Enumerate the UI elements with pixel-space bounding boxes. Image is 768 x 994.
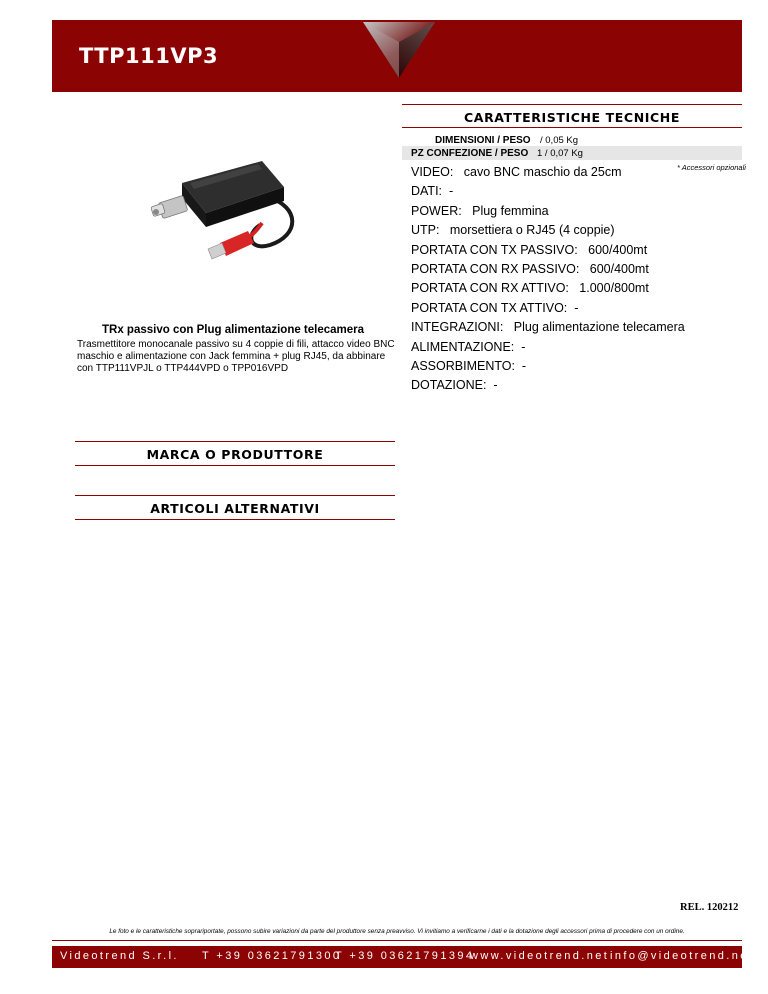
product-description: Trasmettitore monocanale passivo su 4 coppie di fili, attacco video BNC maschio e alimentazione con Jack femmina + plug RJ45, da abbinare con TTP111VPJL o TTP444VPD o TPP016VPD xyxy=(77,339,395,374)
red-triangle-logo xyxy=(361,20,437,80)
product-image xyxy=(150,155,310,270)
spec-row-tx-attivo: PORTATA CON TX ATTIVO: - xyxy=(411,300,579,315)
specs-section-title: CARATTERISTICHE TECNICHE xyxy=(464,110,680,125)
spec-row-rx-passivo: PORTATA CON RX PASSIVO: 600/400mt xyxy=(411,262,649,277)
footer-email[interactable]: info@videotrend.net xyxy=(610,950,755,962)
pack-value: 1 / 0,07 Kg xyxy=(537,148,583,159)
footer-rule xyxy=(52,940,742,941)
specs-bottom-rule xyxy=(402,127,742,128)
spec-list xyxy=(411,163,685,396)
pack-label: PZ CONFEZIONE / PESO xyxy=(411,148,529,159)
spec-row-utp: UTP: morsettiera o RJ45 (4 coppie) xyxy=(411,223,615,238)
release-code: REL. 120212 xyxy=(680,902,739,913)
footer-phone-2: T +39 03621791394 xyxy=(335,950,475,962)
alternatives-bottom-rule xyxy=(75,519,395,520)
footer-website[interactable]: www.videotrend.net xyxy=(470,950,610,962)
disclaimer: Le foto e le caratteristiche soprariportate, possono subire variazioni da parte del produttore senza preavviso. Vi invitiamo a verificarne i dati e la dotazione degli accessori prima di procedere con un ordine. xyxy=(109,928,685,935)
spec-row-assorbimento: ASSORBIMENTO: - xyxy=(411,359,527,374)
spec-row-video: VIDEO: cavo BNC maschio da 25cm xyxy=(411,165,622,179)
spec-row-rx-attivo: PORTATA CON RX ATTIVO: 1.000/800mt xyxy=(411,281,649,296)
brand-bottom-rule xyxy=(75,465,395,466)
spec-row-power: POWER: Plug femmina xyxy=(411,203,549,218)
spec-row-dotazione: DOTAZIONE: - xyxy=(411,378,498,393)
dimensions-label: DIMENSIONI / PESO xyxy=(435,135,531,146)
alternatives-top-rule xyxy=(75,495,395,496)
footer-company: Videotrend S.r.l. xyxy=(60,950,179,962)
spec-row-dati: DATI: - xyxy=(411,184,454,199)
specs-top-rule xyxy=(402,104,742,105)
footer-phone-1: T +39 03621791300 xyxy=(202,950,342,962)
brand-top-rule xyxy=(75,441,395,442)
spec-row-alimentazione: ALIMENTAZIONE: - xyxy=(411,339,526,354)
header-bar xyxy=(52,20,742,92)
product-code-title: TTP111VP3 xyxy=(79,44,219,68)
accessories-note: * Accessori opzionali xyxy=(677,163,746,172)
brand-section-title: MARCA O PRODUTTORE xyxy=(146,447,324,462)
spec-row-integrazioni: INTEGRAZIONI: Plug alimentazione telecamera xyxy=(411,320,685,335)
dimensions-value: / 0,05 Kg xyxy=(540,135,579,146)
spec-row-tx-passivo: PORTATA CON TX PASSIVO: 600/400mt xyxy=(411,242,648,257)
product-title: TRx passivo con Plug alimentazione telecamera xyxy=(102,324,365,336)
alternatives-section-title: ARTICOLI ALTERNATIVI xyxy=(150,501,320,516)
footer-bar xyxy=(52,946,755,968)
